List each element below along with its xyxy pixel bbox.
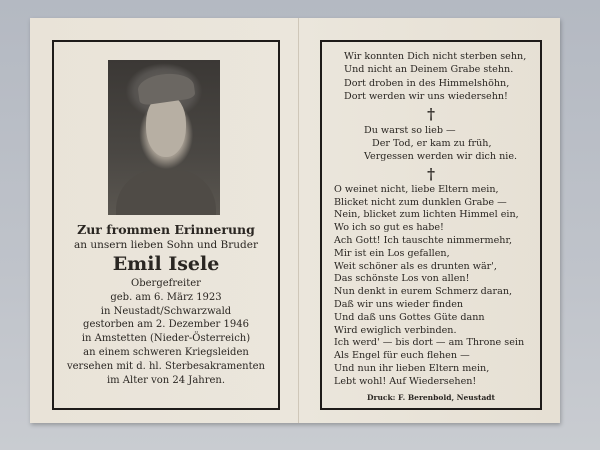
birth-date: geb. am 6. März 1923 — [110, 291, 222, 303]
poem-line: Der Tod, er kam zu früh, — [372, 138, 492, 150]
photo-cap — [136, 70, 195, 106]
age: im Alter von 24 Jahren. — [106, 374, 226, 386]
card-fold — [298, 18, 299, 423]
poem-line: Das schönste Los von allen! — [334, 273, 470, 285]
poem-line: Daß wir uns wieder finden — [334, 299, 464, 311]
poem-line: O weinet nicht, liebe Eltern mein, — [334, 183, 499, 195]
poem-line: Nun denkt in eurem Schmerz daran, — [334, 286, 513, 298]
poem-line: Du warst so lieb — — [364, 124, 456, 136]
poem-line: Wir konnten Dich nicht sterben sehn, — [344, 51, 527, 62]
memorial-card — [30, 18, 560, 423]
poem-line: Lebt wohl! Auf Wiedersehen! — [334, 375, 477, 387]
photo-face — [146, 95, 186, 157]
poem-line: Und nun ihr lieben Eltern mein, — [334, 363, 490, 374]
cause: an einem schweren Kriegsleiden — [83, 346, 249, 358]
biography-details — [52, 277, 280, 387]
portrait-photo — [108, 60, 220, 215]
cross-icon: † — [427, 164, 435, 183]
birth-place: in Neustadt/Schwarzwald — [100, 305, 232, 317]
poem-verse-1 — [324, 50, 538, 104]
poem-line: Nein, blicket zum lichten Himmel ein, — [334, 209, 519, 221]
poem-line: Dort werden wir uns wiedersehn! — [344, 91, 508, 103]
poem-line: Weit schöner als es drunten wär', — [334, 260, 497, 272]
poem-line: Als Engel für euch flehen — — [334, 350, 470, 362]
poem-verse-3 — [324, 184, 538, 389]
death-date: gestorben am 2. Dezember 1946 — [83, 319, 249, 331]
left-page-text — [52, 222, 280, 387]
poem-line: Ich werd' — bis dort — am Throne sein — [334, 337, 525, 349]
poem-line: Mir ist ein Los gefallen, — [334, 247, 450, 259]
printer-credit: Druck: F. Berenbold, Neustadt — [366, 392, 496, 402]
poem-line: Und daß uns Gottes Güte dann — [334, 311, 485, 323]
poem-line: Dort droben in des Himmelshöhn, — [344, 77, 510, 89]
memorial-heading: Zur frommen Erinnerung — [77, 222, 255, 237]
right-page-text — [324, 50, 538, 403]
poem-line: Blicket nicht zum dunklen Grabe — — [334, 196, 507, 208]
death-place: in Amstetten (Nieder-Österreich) — [81, 333, 251, 345]
poem-line: Und nicht an Deinem Grabe stehn. — [344, 64, 514, 76]
deceased-name: Emil Isele — [112, 253, 220, 275]
memorial-subheading: an unsern lieben Sohn und Bruder — [74, 239, 258, 251]
photo-uniform — [116, 170, 216, 215]
cross-icon: † — [427, 104, 435, 123]
sacraments: versehen mit d. hl. Sterbesakramenten — [66, 360, 265, 372]
poem-line: Ach Gott! Ich tauschte nimmermehr, — [334, 235, 513, 247]
poem-line: Wo ich so gut es habe! — [334, 222, 444, 234]
poem-line: Wird ewiglich verbinden. — [334, 324, 457, 336]
rank: Obergefreiter — [131, 278, 201, 289]
poem-line: Vergessen werden wir dich nie. — [364, 151, 518, 163]
poem-verse-2 — [324, 124, 538, 164]
